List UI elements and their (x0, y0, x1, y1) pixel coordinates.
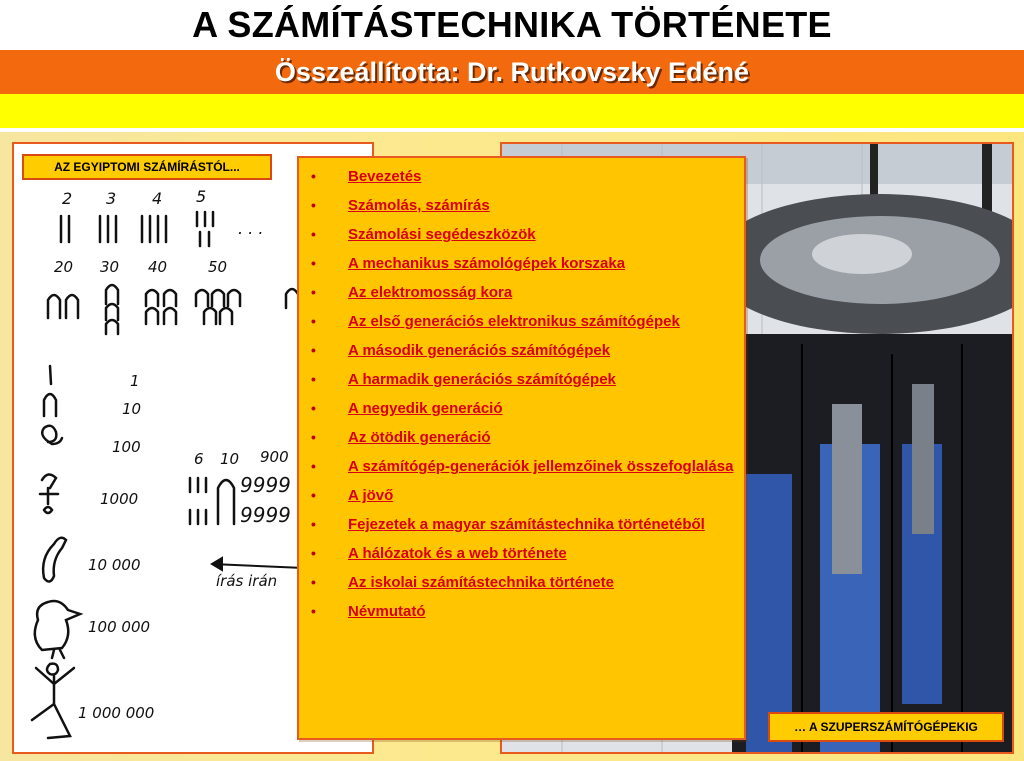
chapter-link[interactable]: Az első generációs elektronikus számítógépek (348, 313, 680, 330)
nines-glyphs: 9999 (240, 473, 291, 497)
yellow-stripe (0, 94, 1024, 128)
chapter-link[interactable]: A mechanikus számológépek korszaka (348, 255, 626, 272)
example-label: 6 (194, 450, 204, 468)
example-hieroglyph-icon (190, 478, 234, 524)
hieroglyph-icon (32, 366, 80, 738)
list-item (299, 224, 744, 245)
bullet-icon: • (311, 284, 316, 300)
chapter-link[interactable]: A negyedik generáció (348, 400, 503, 417)
bullet-icon: • (311, 574, 316, 590)
list-item (299, 340, 744, 361)
chapter-link[interactable]: Az ötödik generáció (348, 429, 491, 446)
writing-direction-label: írás irán (216, 572, 278, 590)
numeral-label: 3 (106, 189, 117, 208)
arrow-left-icon (212, 558, 304, 570)
chapter-link[interactable]: Az iskolai számítástechnika története (348, 574, 614, 591)
list-item (299, 369, 744, 390)
chapter-list (299, 166, 744, 630)
numeral-label: 30 (100, 258, 120, 276)
numeral-label: 50 (208, 258, 228, 276)
author-subtitle: Összeállította: Dr. Rutkovszky Edéné (274, 57, 750, 87)
numeral-label: 40 (148, 258, 168, 276)
chapter-link[interactable]: Az elektromosság kora (348, 284, 513, 301)
chapter-link[interactable]: A harmadik generációs számítógépek (348, 371, 616, 388)
bullet-icon: • (311, 226, 316, 242)
list-item (299, 601, 744, 622)
bullet-icon: • (311, 342, 316, 358)
example-label: 10 (220, 450, 240, 468)
bullet-icon: • (311, 168, 316, 184)
chapter-link[interactable]: A második generációs számítógépek (348, 342, 611, 359)
value-label: 100 (112, 438, 141, 456)
list-item (299, 514, 744, 535)
list-item (299, 572, 744, 593)
chapter-link[interactable]: A számítógép-generációk jellemzőinek összefoglalása (348, 458, 734, 475)
value-label: 1 (130, 372, 140, 390)
chapter-link[interactable]: Számolás, számírás (348, 197, 490, 214)
bullet-icon: • (311, 197, 316, 213)
bullet-icon: • (311, 371, 316, 387)
chapter-menu (297, 156, 746, 740)
list-item (299, 427, 744, 448)
list-item (299, 543, 744, 564)
bullet-icon: • (311, 458, 316, 474)
chapter-link[interactable]: A jövő (348, 487, 394, 504)
chapter-link[interactable]: Számolási segédeszközök (348, 226, 536, 243)
example-label: 900 (260, 448, 289, 466)
list-item (299, 485, 744, 506)
page-title: A SZÁMÍTÁSTECHNIKA TÖRTÉNETE (192, 4, 832, 45)
bullet-icon: • (311, 429, 316, 445)
list-item (299, 311, 744, 332)
subtitle-bar (0, 50, 1024, 94)
chapter-link[interactable]: Névmutató (348, 603, 426, 620)
list-item (299, 456, 744, 477)
value-label: 100 000 (88, 618, 151, 636)
numeral-label: 4 (152, 189, 163, 208)
unit-strokes-icon (61, 212, 213, 246)
supercomputer-label-box: … A SZUPERSZÁMÍTÓGÉPEKIG (768, 712, 1004, 742)
numeral-label: 20 (54, 258, 74, 276)
list-item (299, 253, 744, 274)
chapter-link[interactable]: A hálózatok és a web története (348, 545, 567, 562)
bullet-icon: • (311, 487, 316, 503)
bullet-icon: • (311, 255, 316, 271)
list-item (299, 166, 744, 187)
chapter-link[interactable]: Fejezetek a magyar számítástechnika történetéből (348, 516, 705, 533)
bullet-icon: • (311, 400, 316, 416)
ellipsis-text: . . . (238, 219, 264, 238)
list-item (299, 282, 744, 303)
heel-bone-icon (48, 285, 298, 334)
numeral-label: 5 (196, 187, 207, 206)
value-label: 1 000 000 (78, 704, 155, 722)
egyptian-label-box: AZ EGYIPTOMI SZÁMÍRÁSTÓL... (22, 154, 272, 180)
list-item (299, 195, 744, 216)
bullet-icon: • (311, 313, 316, 329)
numeral-label: 2 (62, 189, 73, 208)
value-label: 1000 (100, 490, 139, 508)
value-label: 10 000 (88, 556, 141, 574)
list-item (299, 398, 744, 419)
bullet-icon: • (311, 603, 316, 619)
chapter-link[interactable]: Bevezetés (348, 168, 422, 185)
bullet-icon: • (311, 516, 316, 532)
bullet-icon: • (311, 545, 316, 561)
value-label: 10 (122, 400, 142, 418)
nines-glyphs: 9999 (240, 503, 291, 527)
